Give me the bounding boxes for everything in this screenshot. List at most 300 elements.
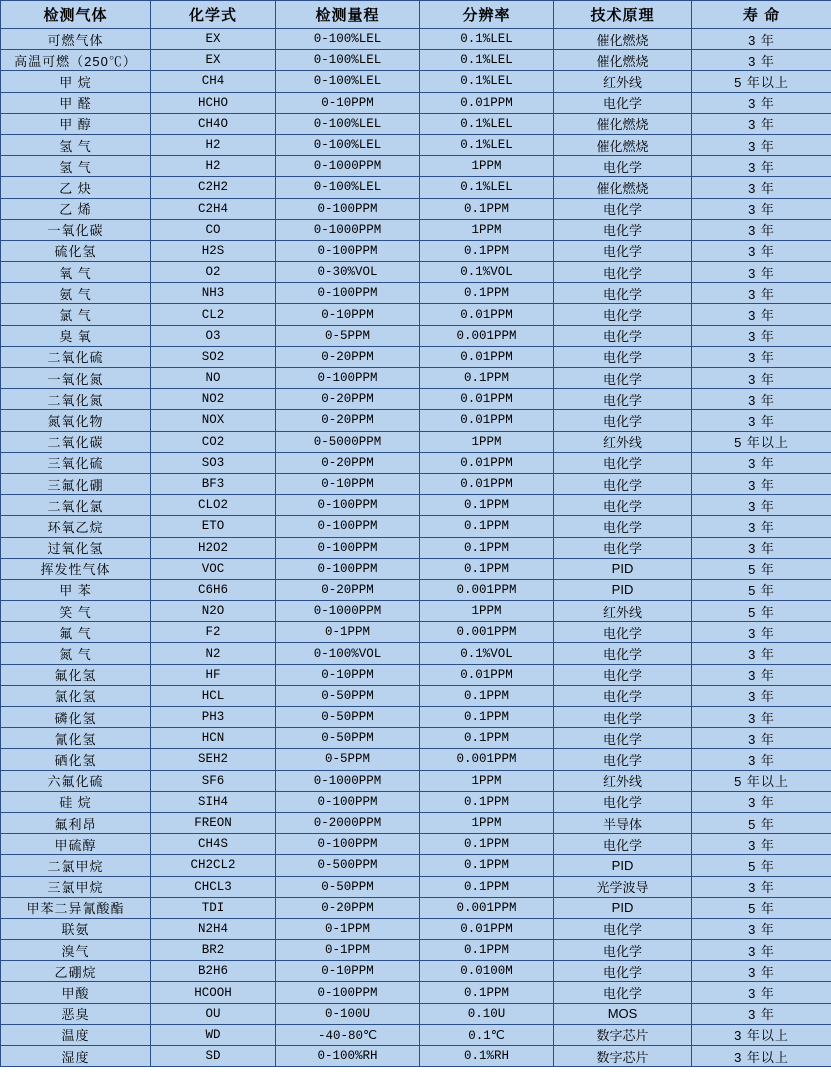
cell-chemical-formula: B2H6	[151, 961, 276, 982]
cell-gas-name: 二氯甲烷	[1, 855, 151, 876]
cell-chemical-formula: C6H6	[151, 579, 276, 600]
cell-chemical-formula: O2	[151, 262, 276, 283]
cell-chemical-formula: CH4	[151, 71, 276, 92]
cell-detection-range: 0-1000PPM	[276, 219, 420, 240]
cell-detection-range: 0-100PPM	[276, 368, 420, 389]
cell-detection-range: 0-10PPM	[276, 473, 420, 494]
cell-chemical-formula: OU	[151, 1003, 276, 1024]
cell-lifespan: 3 年	[692, 473, 831, 494]
cell-resolution: 1PPM	[420, 770, 554, 791]
cell-detection-range: 0-100%LEL	[276, 113, 420, 134]
cell-detection-range: 0-100PPM	[276, 537, 420, 558]
cell-chemical-formula: CO2	[151, 431, 276, 452]
table-row	[1, 262, 831, 283]
cell-detection-range: 0-100PPM	[276, 198, 420, 219]
cell-chemical-formula: N2	[151, 643, 276, 664]
cell-gas-name: 湿度	[1, 1046, 151, 1067]
cell-detection-range: 0-1000PPM	[276, 770, 420, 791]
cell-gas-name: 氰化氢	[1, 728, 151, 749]
cell-resolution: 0.01PPM	[420, 410, 554, 431]
cell-technology: 催化燃烧	[554, 113, 692, 134]
cell-lifespan: 3 年	[692, 177, 831, 198]
cell-lifespan: 3 年	[692, 156, 831, 177]
cell-gas-name: 六氟化硫	[1, 770, 151, 791]
cell-resolution: 0.001PPM	[420, 325, 554, 346]
cell-gas-name: 一氧化碳	[1, 219, 151, 240]
cell-resolution: 0.1%VOL	[420, 643, 554, 664]
cell-technology: 电化学	[554, 325, 692, 346]
column-header-detection-range: 检测量程	[276, 1, 420, 29]
cell-resolution: 0.1℃	[420, 1024, 554, 1045]
cell-detection-range: 0-2000PPM	[276, 812, 420, 833]
table-row	[1, 134, 831, 155]
table-row	[1, 389, 831, 410]
cell-chemical-formula: F2	[151, 622, 276, 643]
cell-lifespan: 3 年	[692, 219, 831, 240]
table-row	[1, 855, 831, 876]
cell-gas-name: 氮 气	[1, 643, 151, 664]
table-row	[1, 728, 831, 749]
cell-gas-name: 一氧化氮	[1, 368, 151, 389]
table-row	[1, 240, 831, 261]
table-body	[1, 29, 831, 1067]
column-header-resolution: 分辨率	[420, 1, 554, 29]
cell-lifespan: 3 年以上	[692, 1024, 831, 1045]
cell-gas-name: 三氟化硼	[1, 473, 151, 494]
cell-gas-name: 硫化氢	[1, 240, 151, 261]
cell-detection-range: 0-100PPM	[276, 240, 420, 261]
cell-resolution: 0.1PPM	[420, 982, 554, 1003]
cell-gas-name: 三氧化硫	[1, 452, 151, 473]
cell-chemical-formula: H2	[151, 134, 276, 155]
cell-chemical-formula: N2H4	[151, 918, 276, 939]
cell-resolution: 0.1PPM	[420, 198, 554, 219]
cell-technology: MOS	[554, 1003, 692, 1024]
cell-resolution: 0.1PPM	[420, 791, 554, 812]
cell-lifespan: 5 年以上	[692, 431, 831, 452]
cell-lifespan: 3 年	[692, 961, 831, 982]
cell-chemical-formula: C2H2	[151, 177, 276, 198]
cell-resolution: 1PPM	[420, 431, 554, 452]
table-row	[1, 29, 831, 50]
cell-gas-name: 磷化氢	[1, 707, 151, 728]
cell-detection-range: 0-100%LEL	[276, 50, 420, 71]
cell-lifespan: 3 年	[692, 918, 831, 939]
cell-technology: 数字芯片	[554, 1046, 692, 1067]
cell-detection-range: 0-20PPM	[276, 389, 420, 410]
cell-detection-range: 0-100PPM	[276, 283, 420, 304]
cell-technology: PID	[554, 897, 692, 918]
cell-gas-name: 氟 气	[1, 622, 151, 643]
table-row	[1, 770, 831, 791]
cell-gas-name: 甲 醛	[1, 92, 151, 113]
table-row	[1, 304, 831, 325]
cell-chemical-formula: O3	[151, 325, 276, 346]
column-header-chemical-formula: 化学式	[151, 1, 276, 29]
cell-detection-range: 0-1PPM	[276, 918, 420, 939]
cell-chemical-formula: TDI	[151, 897, 276, 918]
cell-resolution: 0.001PPM	[420, 622, 554, 643]
cell-chemical-formula: H2S	[151, 240, 276, 261]
table-row	[1, 791, 831, 812]
cell-gas-name: 二氧化氮	[1, 389, 151, 410]
table-row	[1, 622, 831, 643]
cell-technology: 半导体	[554, 812, 692, 833]
cell-technology: 电化学	[554, 982, 692, 1003]
cell-gas-name: 氯化氢	[1, 685, 151, 706]
cell-technology: 电化学	[554, 283, 692, 304]
cell-gas-name: 硒化氢	[1, 749, 151, 770]
cell-technology: 电化学	[554, 198, 692, 219]
cell-technology: 数字芯片	[554, 1024, 692, 1045]
cell-technology: 电化学	[554, 728, 692, 749]
cell-gas-name: 高温可燃（250℃）	[1, 50, 151, 71]
cell-technology: 电化学	[554, 537, 692, 558]
cell-detection-range: 0-20PPM	[276, 346, 420, 367]
cell-chemical-formula: SF6	[151, 770, 276, 791]
cell-detection-range: 0-1PPM	[276, 940, 420, 961]
cell-resolution: 0.01PPM	[420, 664, 554, 685]
cell-technology: 电化学	[554, 940, 692, 961]
table-row	[1, 601, 831, 622]
cell-resolution: 0.1%RH	[420, 1046, 554, 1067]
cell-chemical-formula: EX	[151, 29, 276, 50]
cell-technology: 电化学	[554, 156, 692, 177]
cell-chemical-formula: C2H4	[151, 198, 276, 219]
table-header-row	[1, 1, 831, 29]
cell-gas-name: 乙硼烷	[1, 961, 151, 982]
cell-technology: 电化学	[554, 410, 692, 431]
cell-detection-range: 0-100%LEL	[276, 71, 420, 92]
cell-resolution: 0.1PPM	[420, 855, 554, 876]
cell-chemical-formula: BR2	[151, 940, 276, 961]
cell-lifespan: 5 年	[692, 812, 831, 833]
cell-technology: 催化燃烧	[554, 134, 692, 155]
cell-technology: 电化学	[554, 473, 692, 494]
column-header-gas-name: 检测气体	[1, 1, 151, 29]
cell-gas-name: 臭 氧	[1, 325, 151, 346]
cell-chemical-formula: PH3	[151, 707, 276, 728]
cell-detection-range: 0-20PPM	[276, 410, 420, 431]
table-row	[1, 1024, 831, 1045]
cell-gas-name: 笑 气	[1, 601, 151, 622]
cell-chemical-formula: H2	[151, 156, 276, 177]
table-row	[1, 368, 831, 389]
cell-chemical-formula: CLO2	[151, 495, 276, 516]
cell-detection-range: 0-100PPM	[276, 495, 420, 516]
cell-chemical-formula: H2O2	[151, 537, 276, 558]
cell-gas-name: 氧 气	[1, 262, 151, 283]
cell-resolution: 0.1PPM	[420, 495, 554, 516]
cell-detection-range: 0-50PPM	[276, 728, 420, 749]
table-row	[1, 918, 831, 939]
cell-lifespan: 3 年	[692, 495, 831, 516]
cell-gas-name: 二氧化碳	[1, 431, 151, 452]
cell-lifespan: 5 年以上	[692, 770, 831, 791]
table-row	[1, 92, 831, 113]
cell-chemical-formula: BF3	[151, 473, 276, 494]
cell-lifespan: 5 年以上	[692, 71, 831, 92]
cell-technology: 电化学	[554, 368, 692, 389]
cell-resolution: 0.001PPM	[420, 749, 554, 770]
table-row	[1, 452, 831, 473]
cell-resolution: 0.1%LEL	[420, 113, 554, 134]
cell-resolution: 0.1PPM	[420, 558, 554, 579]
cell-gas-name: 乙 炔	[1, 177, 151, 198]
cell-lifespan: 5 年	[692, 579, 831, 600]
cell-chemical-formula: HCL	[151, 685, 276, 706]
cell-detection-range: 0-10PPM	[276, 961, 420, 982]
table-row	[1, 749, 831, 770]
cell-lifespan: 3 年	[692, 283, 831, 304]
cell-technology: 电化学	[554, 240, 692, 261]
cell-technology: 电化学	[554, 92, 692, 113]
cell-gas-name: 氟利昂	[1, 812, 151, 833]
cell-resolution: 0.01PPM	[420, 452, 554, 473]
cell-technology: 光学波导	[554, 876, 692, 897]
cell-detection-range: 0-1000PPM	[276, 601, 420, 622]
cell-resolution: 0.1PPM	[420, 685, 554, 706]
table-row	[1, 537, 831, 558]
cell-lifespan: 3 年	[692, 834, 831, 855]
cell-lifespan: 3 年	[692, 643, 831, 664]
cell-gas-name: 三氯甲烷	[1, 876, 151, 897]
cell-technology: 电化学	[554, 389, 692, 410]
cell-lifespan: 3 年	[692, 537, 831, 558]
cell-gas-name: 氯 气	[1, 304, 151, 325]
cell-detection-range: 0-10PPM	[276, 664, 420, 685]
cell-detection-range: 0-100PPM	[276, 982, 420, 1003]
cell-gas-name: 氟化氢	[1, 664, 151, 685]
cell-chemical-formula: SEH2	[151, 749, 276, 770]
cell-resolution: 0.1PPM	[420, 537, 554, 558]
cell-detection-range: 0-5PPM	[276, 749, 420, 770]
cell-resolution: 1PPM	[420, 219, 554, 240]
cell-chemical-formula: CO	[151, 219, 276, 240]
cell-chemical-formula: NH3	[151, 283, 276, 304]
cell-detection-range: 0-5PPM	[276, 325, 420, 346]
cell-detection-range: 0-5000PPM	[276, 431, 420, 452]
column-header-technology: 技术原理	[554, 1, 692, 29]
cell-detection-range: 0-20PPM	[276, 452, 420, 473]
cell-chemical-formula: SO2	[151, 346, 276, 367]
cell-resolution: 0.1%LEL	[420, 177, 554, 198]
cell-lifespan: 3 年	[692, 876, 831, 897]
cell-lifespan: 3 年	[692, 134, 831, 155]
cell-detection-range: 0-100%VOL	[276, 643, 420, 664]
cell-detection-range: -40-80℃	[276, 1024, 420, 1045]
cell-technology: 电化学	[554, 707, 692, 728]
cell-lifespan: 5 年	[692, 558, 831, 579]
cell-gas-name: 溴气	[1, 940, 151, 961]
cell-resolution: 1PPM	[420, 812, 554, 833]
cell-gas-name: 甲酸	[1, 982, 151, 1003]
cell-lifespan: 3 年	[692, 749, 831, 770]
cell-detection-range: 0-1000PPM	[276, 156, 420, 177]
cell-technology: 催化燃烧	[554, 177, 692, 198]
cell-chemical-formula: HCOOH	[151, 982, 276, 1003]
cell-resolution: 0.01PPM	[420, 918, 554, 939]
cell-resolution: 0.1%VOL	[420, 262, 554, 283]
cell-gas-name: 挥发性气体	[1, 558, 151, 579]
cell-gas-name: 过氧化氢	[1, 537, 151, 558]
cell-resolution: 0.1PPM	[420, 834, 554, 855]
cell-lifespan: 3 年	[692, 262, 831, 283]
cell-technology: 催化燃烧	[554, 29, 692, 50]
table-row	[1, 643, 831, 664]
cell-gas-name: 甲苯二异氰酸酯	[1, 897, 151, 918]
cell-detection-range: 0-100PPM	[276, 516, 420, 537]
cell-technology: 电化学	[554, 262, 692, 283]
cell-technology: PID	[554, 558, 692, 579]
table-row	[1, 156, 831, 177]
cell-resolution: 1PPM	[420, 156, 554, 177]
cell-resolution: 1PPM	[420, 601, 554, 622]
cell-chemical-formula: ETO	[151, 516, 276, 537]
cell-lifespan: 3 年	[692, 113, 831, 134]
cell-detection-range: 0-20PPM	[276, 897, 420, 918]
table-row	[1, 1046, 831, 1067]
cell-technology: PID	[554, 579, 692, 600]
cell-lifespan: 3 年	[692, 1003, 831, 1024]
cell-technology: PID	[554, 855, 692, 876]
cell-gas-name: 氢 气	[1, 156, 151, 177]
table-header	[1, 1, 831, 29]
cell-gas-name: 恶臭	[1, 1003, 151, 1024]
cell-resolution: 0.1%LEL	[420, 71, 554, 92]
cell-chemical-formula: EX	[151, 50, 276, 71]
cell-technology: 电化学	[554, 219, 692, 240]
cell-gas-name: 甲 醇	[1, 113, 151, 134]
cell-detection-range: 0-100%LEL	[276, 134, 420, 155]
cell-technology: 红外线	[554, 71, 692, 92]
cell-detection-range: 0-100PPM	[276, 791, 420, 812]
cell-chemical-formula: CH4O	[151, 113, 276, 134]
cell-gas-name: 乙 烯	[1, 198, 151, 219]
cell-chemical-formula: NOX	[151, 410, 276, 431]
cell-technology: 电化学	[554, 516, 692, 537]
cell-detection-range: 0-10PPM	[276, 304, 420, 325]
table-row	[1, 71, 831, 92]
cell-technology: 电化学	[554, 685, 692, 706]
cell-detection-range: 0-100%LEL	[276, 177, 420, 198]
table-row	[1, 897, 831, 918]
table-row	[1, 876, 831, 897]
cell-resolution: 0.1PPM	[420, 728, 554, 749]
cell-resolution: 0.1PPM	[420, 283, 554, 304]
cell-technology: 电化学	[554, 791, 692, 812]
table-row	[1, 473, 831, 494]
cell-lifespan: 3 年	[692, 368, 831, 389]
cell-detection-range: 0-100PPM	[276, 558, 420, 579]
cell-detection-range: 0-100%LEL	[276, 29, 420, 50]
cell-lifespan: 3 年	[692, 664, 831, 685]
cell-lifespan: 3 年	[692, 685, 831, 706]
cell-lifespan: 3 年	[692, 346, 831, 367]
cell-detection-range: 0-50PPM	[276, 685, 420, 706]
cell-technology: 电化学	[554, 304, 692, 325]
cell-technology: 电化学	[554, 643, 692, 664]
table-row	[1, 283, 831, 304]
table-row	[1, 558, 831, 579]
cell-detection-range: 0-50PPM	[276, 876, 420, 897]
cell-lifespan: 5 年	[692, 855, 831, 876]
table-row	[1, 50, 831, 71]
cell-lifespan: 3 年	[692, 50, 831, 71]
table-row	[1, 940, 831, 961]
table-row	[1, 664, 831, 685]
cell-lifespan: 3 年	[692, 791, 831, 812]
cell-chemical-formula: SIH4	[151, 791, 276, 812]
cell-detection-range: 0-30%VOL	[276, 262, 420, 283]
cell-technology: 红外线	[554, 431, 692, 452]
cell-technology: 电化学	[554, 834, 692, 855]
cell-resolution: 0.01PPM	[420, 346, 554, 367]
cell-resolution: 0.1PPM	[420, 707, 554, 728]
table-row	[1, 812, 831, 833]
cell-resolution: 0.1PPM	[420, 240, 554, 261]
table-row	[1, 1003, 831, 1024]
cell-resolution: 0.0100M	[420, 961, 554, 982]
cell-technology: 电化学	[554, 452, 692, 473]
cell-lifespan: 3 年	[692, 325, 831, 346]
cell-resolution: 0.01PPM	[420, 473, 554, 494]
cell-gas-name: 温度	[1, 1024, 151, 1045]
cell-chemical-formula: NO2	[151, 389, 276, 410]
cell-chemical-formula: SD	[151, 1046, 276, 1067]
cell-lifespan: 3 年	[692, 198, 831, 219]
cell-chemical-formula: HCN	[151, 728, 276, 749]
cell-lifespan: 3 年	[692, 389, 831, 410]
cell-gas-name: 甲 苯	[1, 579, 151, 600]
table-row	[1, 579, 831, 600]
cell-lifespan: 3 年	[692, 452, 831, 473]
cell-resolution: 0.1%LEL	[420, 50, 554, 71]
cell-gas-name: 二氧化硫	[1, 346, 151, 367]
table-row	[1, 177, 831, 198]
cell-resolution: 0.01PPM	[420, 304, 554, 325]
cell-lifespan: 3 年	[692, 728, 831, 749]
table-row	[1, 516, 831, 537]
cell-gas-name: 二氧化氯	[1, 495, 151, 516]
table-row	[1, 495, 831, 516]
cell-technology: 催化燃烧	[554, 50, 692, 71]
cell-resolution: 0.01PPM	[420, 389, 554, 410]
cell-detection-range: 0-20PPM	[276, 579, 420, 600]
cell-technology: 红外线	[554, 770, 692, 791]
cell-resolution: 0.1%LEL	[420, 29, 554, 50]
cell-gas-name: 环氧乙烷	[1, 516, 151, 537]
cell-technology: 电化学	[554, 961, 692, 982]
cell-lifespan: 3 年以上	[692, 1046, 831, 1067]
cell-lifespan: 3 年	[692, 240, 831, 261]
cell-gas-name: 联氨	[1, 918, 151, 939]
cell-chemical-formula: VOC	[151, 558, 276, 579]
cell-lifespan: 3 年	[692, 92, 831, 113]
cell-gas-name: 甲 烷	[1, 71, 151, 92]
cell-technology: 电化学	[554, 622, 692, 643]
cell-lifespan: 5 年	[692, 897, 831, 918]
cell-resolution: 0.1PPM	[420, 876, 554, 897]
cell-detection-range: 0-1PPM	[276, 622, 420, 643]
cell-lifespan: 3 年	[692, 982, 831, 1003]
cell-chemical-formula: FREON	[151, 812, 276, 833]
table-row	[1, 685, 831, 706]
cell-gas-name: 甲硫醇	[1, 834, 151, 855]
cell-detection-range: 0-10PPM	[276, 92, 420, 113]
table-row	[1, 113, 831, 134]
cell-resolution: 0.1%LEL	[420, 134, 554, 155]
